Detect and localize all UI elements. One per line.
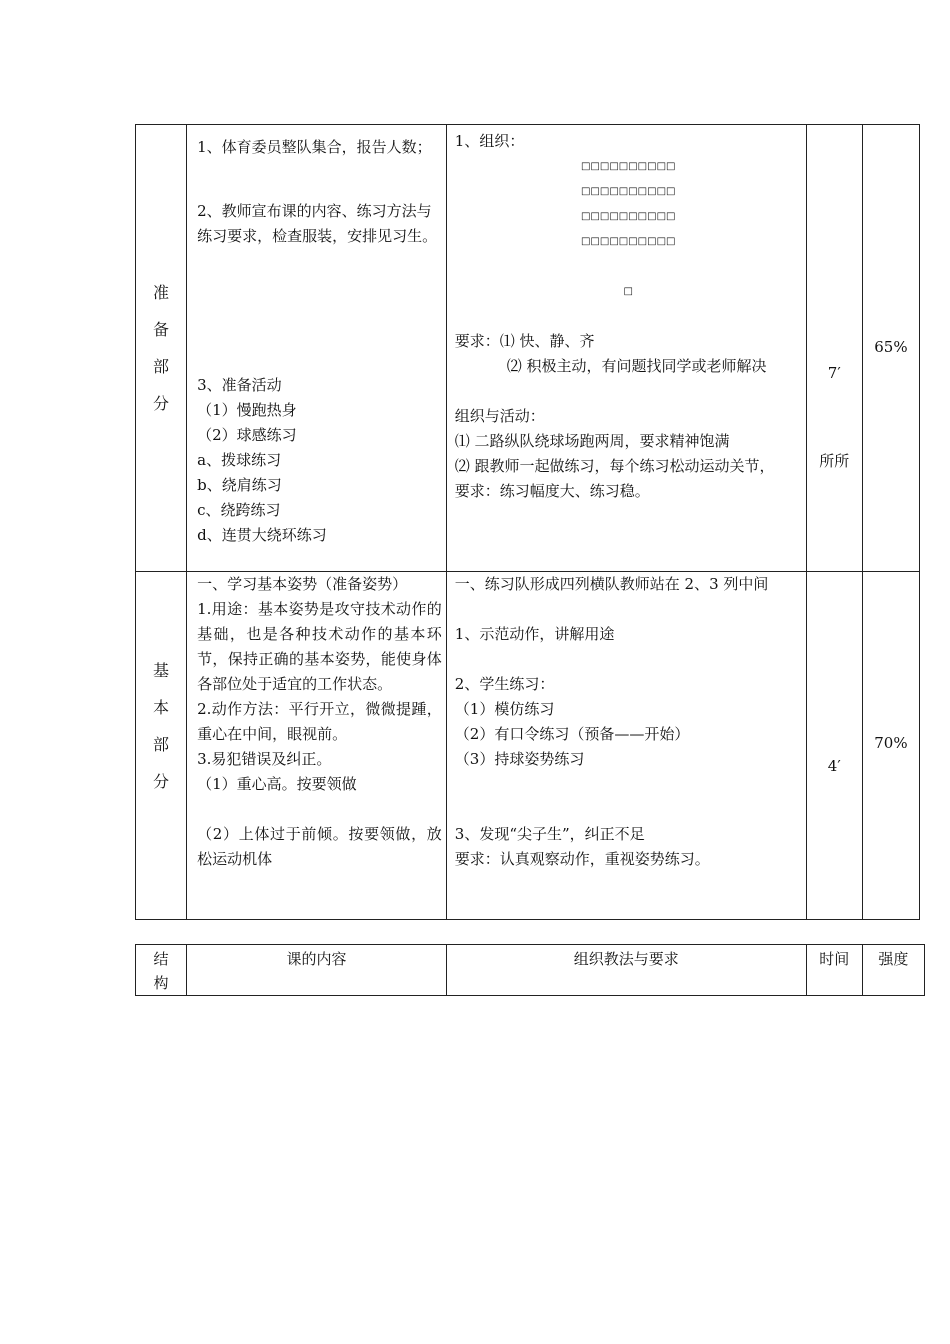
formation-row: □□□□□□□□□□ xyxy=(580,161,676,172)
content-line: （1）重心高。按要领做 xyxy=(197,775,357,793)
org-line: （1）模仿练习 xyxy=(454,700,555,718)
org-line: 要求：练习幅度大、练习稳。 xyxy=(454,482,650,500)
intensity-value: 70% xyxy=(874,734,908,752)
formation-row: □□□□□□□□□□ xyxy=(580,236,676,247)
header-content: 课的内容 xyxy=(187,945,447,996)
table-row xyxy=(136,572,920,920)
content-line: （2）球感练习 xyxy=(197,426,297,444)
intensity-value: 65% xyxy=(874,338,908,356)
time-value: 7′ xyxy=(827,364,841,382)
content-paragraph: 1.用途：基本姿势是攻守技术动作的基础，也是各种技术动作的基本环节，保持正确的基本姿势，能使身体各部位处于适宜的工作状态。 xyxy=(197,600,442,693)
org-line: 要求：⑴ 快、静、齐 xyxy=(454,332,595,350)
formation-row: □□□□□□□□□□ xyxy=(580,186,676,197)
content-line: 练习要求，检查服装，安排见习生。 xyxy=(197,227,438,245)
table-row xyxy=(136,125,920,572)
org-line: （3）持球姿势练习 xyxy=(454,750,585,768)
content-line: 3.易犯错误及纠正。 xyxy=(197,750,332,768)
org-line: 1、示范动作，讲解用途 xyxy=(454,625,615,643)
header-structure xyxy=(136,945,187,996)
content-line: 1、体育委员整队集合，报告人数； xyxy=(197,138,432,156)
org-line: ⑵ 跟教师一起做练习，每个练习松动运动关节， xyxy=(454,457,775,475)
header-intensity: 强度 xyxy=(862,945,924,996)
organization-cell xyxy=(446,572,806,920)
structure-cell xyxy=(136,125,187,572)
content-line: b、绕肩练习 xyxy=(197,476,282,494)
time-cell xyxy=(806,125,862,572)
intensity-cell xyxy=(862,572,919,920)
time-note: 所所 xyxy=(819,452,850,470)
org-line: 3、发现“尖子生”，纠正不足 xyxy=(454,825,645,843)
org-line: 要求：认真观察动作，重视姿势练习。 xyxy=(454,850,710,868)
content-paragraph: （2）上体过于前倾。按要领做，放松运动机体 xyxy=(197,825,442,868)
content-cell xyxy=(187,125,447,572)
header-structure-label: 结构 xyxy=(153,950,169,992)
column-header-table xyxy=(135,944,925,996)
content-line: c、绕跨练习 xyxy=(197,501,281,519)
lesson-plan-table xyxy=(135,124,920,920)
content-line: （1）慢跑热身 xyxy=(197,401,297,419)
content-line: 2、教师宣布课的内容、练习方法与 xyxy=(197,202,432,220)
content-paragraph: 2.动作方法：平行开立，微微提踵，重心在中间，眼视前。 xyxy=(197,700,442,743)
content-cell xyxy=(187,572,447,920)
time-cell xyxy=(806,572,862,920)
header-row xyxy=(136,945,925,996)
content-line: 3、准备活动 xyxy=(197,376,282,394)
intensity-cell xyxy=(862,125,919,572)
formation-row: □□□□□□□□□□ xyxy=(580,211,676,222)
org-line: ⑴ 二路纵队绕球场跑两周，要求精神饱满 xyxy=(454,432,730,450)
content-line: 一、学习基本姿势（准备姿势） xyxy=(197,575,408,593)
content-line: d、连贯大绕环练习 xyxy=(197,526,327,544)
org-line: 组织与活动： xyxy=(454,407,545,425)
structure-label: 基本部分 xyxy=(153,660,170,791)
org-line: 1、组织： xyxy=(454,132,525,150)
header-time: 时间 xyxy=(806,945,862,996)
time-value: 4′ xyxy=(827,757,841,775)
organization-cell xyxy=(446,125,806,572)
structure-cell xyxy=(136,572,187,920)
structure-label: 准备部分 xyxy=(153,283,170,413)
org-line: 一、练习队形成四列横队教师站在 2、3 列中间 xyxy=(454,575,769,593)
org-line: 2、学生练习： xyxy=(454,675,555,693)
teacher-marker: □ xyxy=(623,286,633,297)
org-line: （2）有口令练习（预备——开始） xyxy=(454,725,690,743)
content-line: a、拨球练习 xyxy=(197,451,282,469)
org-line: ⑵ 积极主动，有问题找同学或老师解决 xyxy=(506,357,767,375)
header-organization: 组织教法与要求 xyxy=(446,945,806,996)
